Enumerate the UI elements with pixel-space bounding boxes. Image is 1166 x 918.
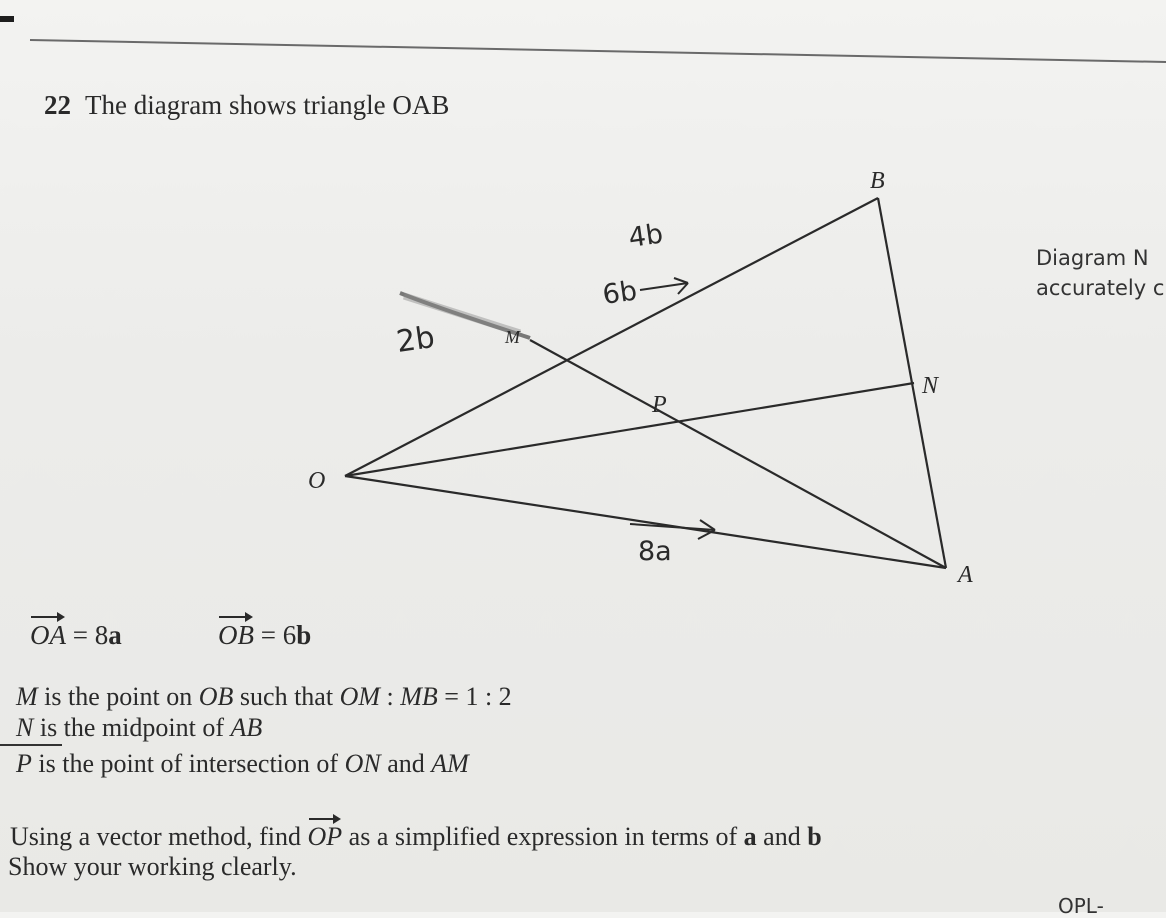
ob-equals: = 6 (254, 620, 297, 650)
ratio-colon: : (380, 682, 401, 711)
label-p: P (652, 392, 667, 418)
ob-vector-b: b (296, 620, 312, 650)
ratio-value: = 1 : 2 (437, 682, 512, 711)
seg-am: AM (431, 749, 469, 778)
bottom-scrawl: OPL- (1058, 894, 1104, 918)
m-text2: such that (233, 682, 340, 711)
task-text2: as a simplified expression in terms of (342, 822, 744, 851)
line-am (530, 340, 946, 568)
margin-rule (0, 744, 62, 746)
label-b: B (870, 168, 885, 194)
vector-oa: OA (30, 610, 66, 651)
diagram-note-line2: accurately c (1036, 276, 1165, 300)
label-a: A (958, 562, 973, 588)
n-text: is the midpoint of (33, 713, 231, 742)
task-instruction (10, 812, 822, 852)
statement-n (16, 713, 262, 743)
handwritten-2b: 2b (394, 319, 437, 360)
p-and: and (380, 749, 432, 778)
given-ob (218, 610, 311, 651)
statement-m (16, 682, 512, 712)
line-on (345, 383, 914, 476)
task-show-working: Show your working clearly. (8, 852, 297, 881)
vector-ob: OB (218, 610, 254, 651)
task-a: a (743, 822, 757, 851)
oa-vector-a: a (108, 620, 122, 650)
vector-op: OP (308, 812, 343, 852)
seg-on: ON (344, 749, 381, 778)
label-o: O (308, 468, 326, 494)
given-oa (30, 610, 122, 651)
m-text: is the point on (37, 682, 199, 711)
ratio-om: OM (339, 682, 380, 711)
handwritten-6b: 6b (600, 275, 639, 311)
triangle-lines (345, 198, 946, 568)
ratio-mb: MB (400, 682, 438, 711)
direction-arrow-ob (640, 278, 688, 294)
task-b: b (807, 822, 822, 851)
p-text: is the point of intersection of (31, 749, 345, 778)
task-text: Using a vector method, find (10, 822, 308, 851)
task-and: and (756, 822, 808, 851)
var-p: P (16, 749, 32, 778)
var-n: N (16, 713, 34, 742)
diagram-note-line1: Diagram N (1036, 246, 1149, 270)
handwritten-8a: 8a (638, 536, 672, 567)
var-m: M (16, 682, 38, 711)
seg-ob: OB (198, 682, 234, 711)
question-intro: The diagram shows triangle OAB (85, 90, 450, 120)
handwritten-4b: 4b (626, 218, 665, 254)
label-m: M (505, 327, 520, 347)
question-number: 22 (44, 90, 71, 120)
seg-ab: AB (230, 713, 263, 742)
oa-equals: = 8 (66, 620, 109, 650)
label-n: N (922, 373, 939, 399)
statement-p (16, 749, 469, 779)
